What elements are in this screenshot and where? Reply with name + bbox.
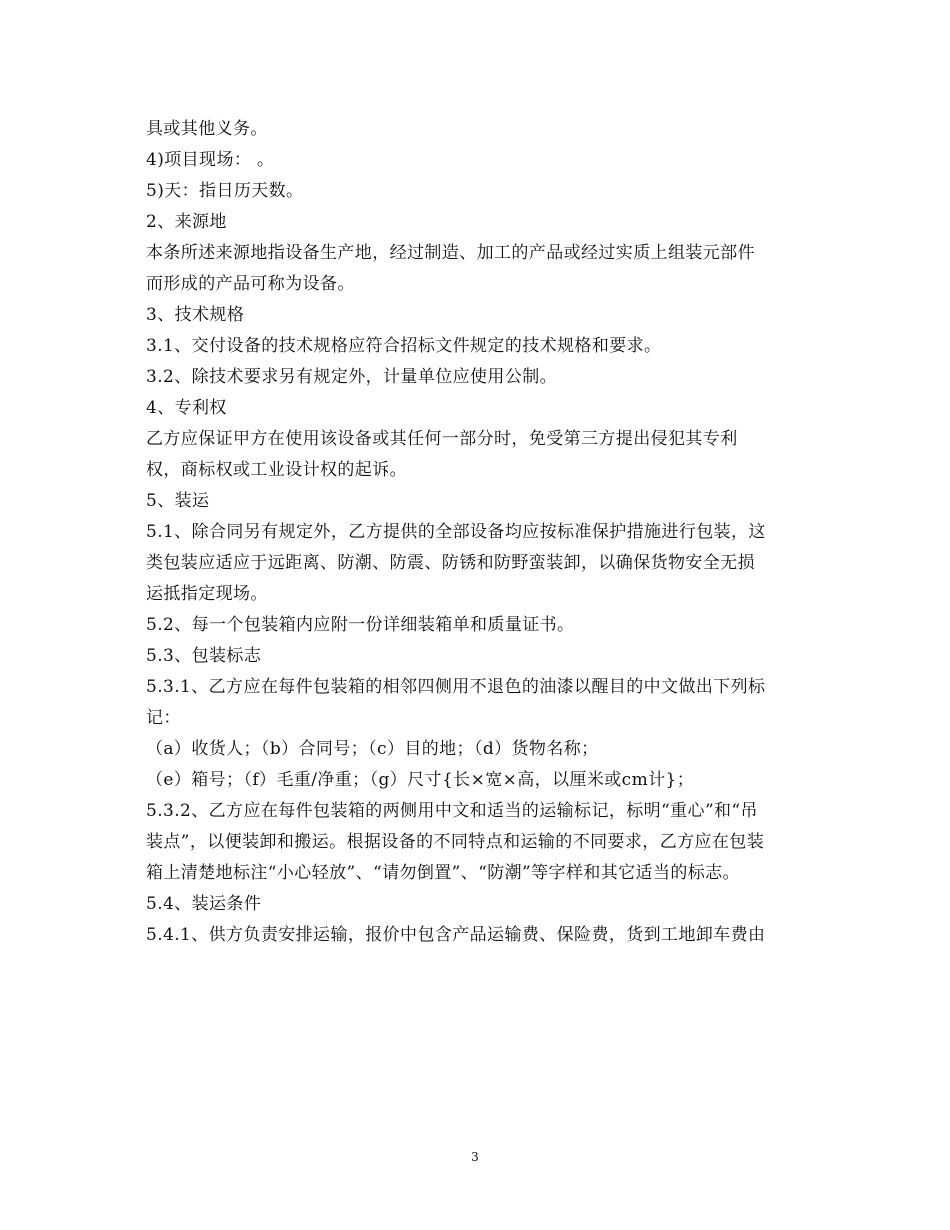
text-line: 5)天：指日历天数。 <box>146 181 304 201</box>
text-line: 3.1、交付设备的技术规格应符合招标文件规定的技术规格和要求。 <box>146 336 662 356</box>
document-body <box>146 114 816 951</box>
subsection-heading: 5.4、装运条件 <box>146 894 262 914</box>
section-heading: 2、来源地 <box>146 212 227 232</box>
text-line: 5.3.1、乙方应在每件包装箱的相邻四侧用不退色的油漆以醒目的中文做出下列标 <box>146 677 766 697</box>
text-line: 5.3.2、乙方应在每件包装箱的两侧用中文和适当的运输标记，标明“重心”和“吊 <box>146 801 758 821</box>
text-line: 装点”，以便装卸和搬运。根据设备的不同特点和运输的不同要求，乙方应在包装 <box>146 832 765 852</box>
section-heading: 5、装运 <box>146 491 210 511</box>
text-line: 具或其他义务。 <box>146 119 268 139</box>
section-heading: 3、技术规格 <box>146 305 245 325</box>
text-line: 3.2、除技术要求另有规定外，计量单位应使用公制。 <box>146 367 558 387</box>
section-heading: 4、专利权 <box>146 398 227 418</box>
text-line: 5.2、每一个包装箱内应附一份详细装箱单和质量证书。 <box>146 615 575 635</box>
text-line: 权，商标权或工业设计权的起诉。 <box>146 460 407 480</box>
text-line: 而形成的产品可称为设备。 <box>146 274 355 294</box>
page-number: 3 <box>471 1150 479 1164</box>
text-line: 乙方应保证甲方在使用该设备或其任何一部分时，免受第三方提出侵犯其专利 <box>146 429 738 449</box>
text-line: 5.4.1、供方负责安排运输，报价中包含产品运输费、保险费，货到工地卸车费由 <box>146 925 766 945</box>
text-line: 箱上清楚地标注“小心轻放”、“请勿倒置”、“防潮”等字样和其它适当的标志。 <box>146 863 740 883</box>
text-line: 5.1、除合同另有规定外，乙方提供的全部设备均应按标准保护措施进行包装，这 <box>146 522 766 542</box>
text-line: 记： <box>146 708 181 728</box>
text-line: 类包装应适应于远距离、防潮、防震、防锈和防野蛮装卸，以确保货物安全无损 <box>146 553 755 573</box>
text-line: （e）箱号；（f）毛重/净重；（g）尺寸{长×宽×高，以厘米或cm计}； <box>146 770 695 790</box>
text-line: 运抵指定现场。 <box>146 584 268 604</box>
text-line: 4)项目现场： 。 <box>146 150 275 170</box>
subsection-heading: 5.3、包装标志 <box>146 646 262 666</box>
text-line: 本条所述来源地指设备生产地，经过制造、加工的产品或经过实质上组装元部件 <box>146 243 755 263</box>
text-line: （a）收货人；（b）合同号；（c）目的地；（d）货物名称； <box>146 739 599 759</box>
